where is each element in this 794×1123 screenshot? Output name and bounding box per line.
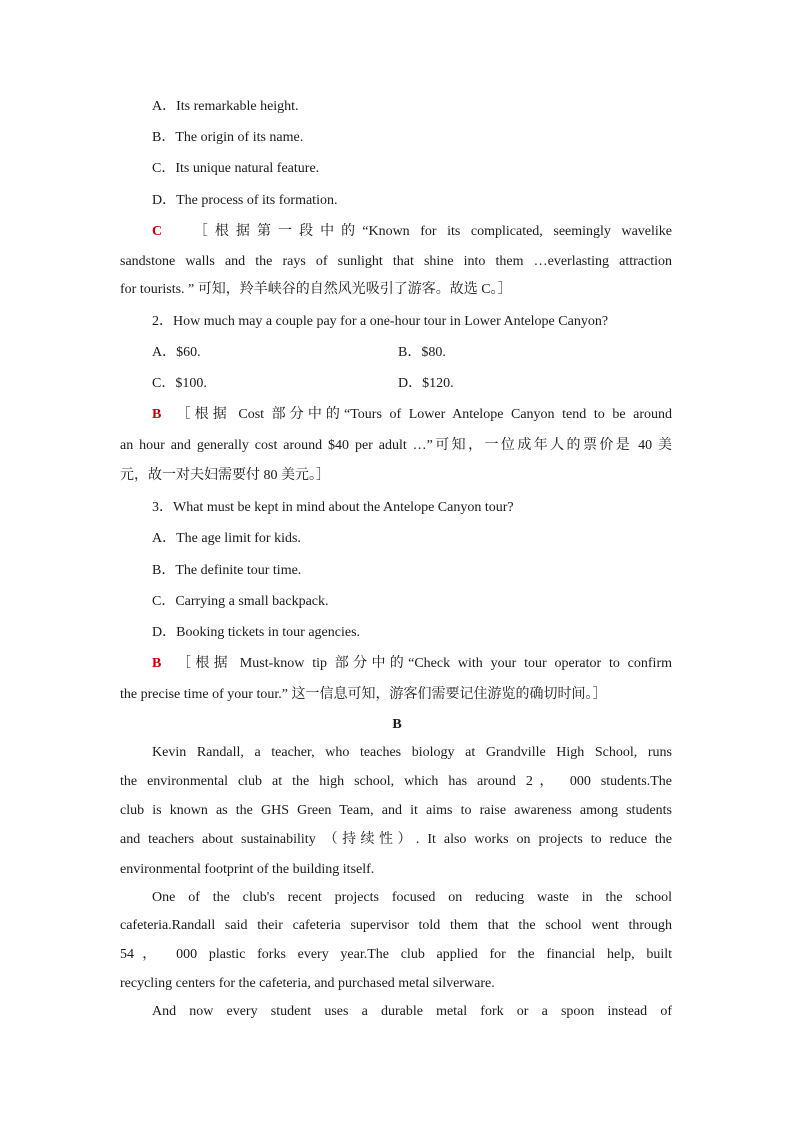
- passage-p1-line-5: environmental footprint of the building itself.: [120, 862, 375, 877]
- passage-p2-line-3: 54， 000 plastic forks every year.The club applied for the financial help, built: [120, 947, 672, 962]
- q3-option-a: A．The age limit for kids.: [152, 531, 301, 546]
- passage-p1-line-3: club is known as the GHS Green Team, and it aims to raise awareness among students: [120, 803, 672, 818]
- section-heading-b: B: [392, 717, 402, 732]
- passage-p2-line-1: One of the club's recent projects focused on reducing waste in the school: [152, 890, 672, 905]
- q2-option-c: C．$100.: [152, 376, 207, 391]
- q2-question: 2．How much may a couple pay for a one-hour tour in Lower Antelope Canyon?: [152, 314, 609, 329]
- q1-answer-letter: C: [152, 224, 163, 239]
- passage-p1-line-2: the environmental club at the high school, which has around 2， 000 students.The: [120, 774, 672, 789]
- q1-explanation-line-2: sandstone walls and the rays of sunlight that shine into them …everlasting attraction: [120, 254, 672, 269]
- passage-p2-line-2: cafeteria.Randall said their cafeteria supervisor told them that the school went through: [120, 918, 672, 933]
- q1-option-d: D．The process of its formation.: [152, 193, 338, 208]
- q1-explanation-text-1: ［根据第一段中的“Known for its complicated, seemingly wavelike: [193, 224, 672, 239]
- q3-explanation-text-1: ［根据 Must-know tip 部分中的“Check with your tour operator to confirm: [177, 656, 672, 671]
- q1-explanation-line-1: [152, 223, 672, 241]
- q2-explanation-text-1: ［根据 Cost 部分中的“Tours of Lower Antelope Canyon tend to be around: [176, 407, 672, 422]
- q3-explanation-line-1: [152, 655, 672, 673]
- q2-explanation-line-1: [152, 406, 672, 424]
- passage-p1-line-1: Kevin Randall, a teacher, who teaches biology at Grandville High School, runs: [152, 745, 672, 760]
- q3-answer-letter: B: [152, 656, 162, 671]
- q2-answer-letter: B: [152, 407, 162, 422]
- q2-option-d: D．$120.: [398, 376, 454, 391]
- q2-option-b: B．$80.: [398, 345, 446, 360]
- q2-option-a: A．$60.: [152, 345, 201, 360]
- q1-option-b: B．The origin of its name.: [152, 130, 304, 145]
- q2-explanation-line-2: an hour and generally cost around $40 per adult …”可知，一位成年人的票价是 40 美: [120, 438, 672, 453]
- passage-p2-line-4: recycling centers for the cafeteria, and purchased metal silverware.: [120, 976, 495, 991]
- q2-explanation-line-3: 元，故一对夫妇需要付 80 美元。］: [120, 468, 330, 483]
- q1-option-a: A．Its remarkable height.: [152, 99, 299, 114]
- q3-question: 3．What must be kept in mind about the Antelope Canyon tour?: [152, 500, 514, 515]
- passage-p1-line-4: and teachers about sustainability （持续性）. It also works on projects to reduce the: [120, 832, 672, 847]
- q3-option-b: B．The definite tour time.: [152, 563, 302, 578]
- q3-option-c: C．Carrying a small backpack.: [152, 594, 329, 609]
- q3-explanation-line-2: the precise time of your tour.” 这一信息可知，游客们需要记住游览的确切时间。］: [120, 687, 607, 702]
- passage-p3-line-1: And now every student uses a durable metal fork or a spoon instead of: [152, 1004, 672, 1019]
- q1-option-c: C．Its unique natural feature.: [152, 161, 320, 176]
- q1-explanation-line-3: for tourists. ” 可知，羚羊峡谷的自然风光吸引了游客。故选 C。］: [120, 282, 512, 297]
- q3-option-d: D．Booking tickets in tour agencies.: [152, 625, 361, 640]
